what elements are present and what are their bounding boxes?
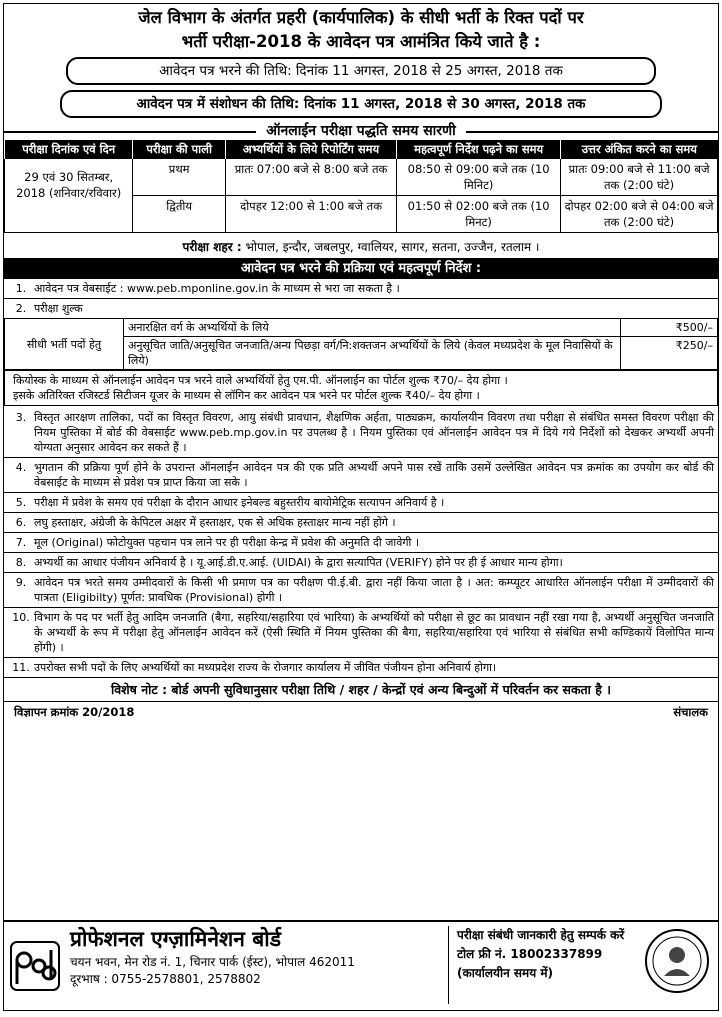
org-phone: दूरभाष : 0755-2578801, 2578802 bbox=[70, 972, 261, 986]
instructions-list bbox=[4, 279, 718, 677]
cities-label: परीक्षा शहर : bbox=[182, 240, 242, 254]
advertisement-page bbox=[3, 3, 719, 1011]
cities-list: भोपाल, इन्दौर, जबलपुर, ग्वालियर, सागर, सतना, उज्जैन, रतलाम । bbox=[245, 240, 540, 254]
col-header-reporting: अभ्यर्थियों के लिये रिपोर्टिंग समय bbox=[226, 140, 397, 159]
fee-table bbox=[4, 318, 718, 370]
instructions-cell: 08:50 से 09:00 बजे तक (10 मिनिट) bbox=[397, 159, 561, 196]
portal-fee-note: कियोस्क के माध्यम से ऑनलाईन आवेदन पत्र भरने वाले अभ्यर्थियों हेतु एम.पी. ऑनलाईन का पोर्टल शुल्क ₹70/– देय होगा । इसके अतिरिक्त रजिस्टर्ड सिटीजन यूजर के माध्यम से लॉगिन कर आवेदन पत्र भरने पर पोर्टल शुल्क ₹40/– देय होगा । bbox=[4, 370, 718, 406]
list-item: 9. आवेदन पत्र भरते समय उम्मीदवारों के किसी भी प्रमाण पत्र का परीक्षण पी.ई.बी. द्वारा नहीं किया जाता है । अत: कम्प्यूटर आधारित ऑनलाईन परीक्षा में उम्मीदवारों की पात्रता (Eligibilty) पूर्णत: प्रावधिक (Provisional) होगी । bbox=[4, 573, 718, 608]
peb-logo-icon bbox=[4, 922, 66, 1010]
page-title bbox=[4, 4, 718, 54]
reporting-cell: प्रातः 07:00 बजे से 8:00 बजे तक bbox=[226, 159, 397, 196]
contact-title: परीक्षा संबंधी जानकारी हेतु सम्पर्क करें bbox=[457, 928, 625, 942]
organization-info bbox=[66, 922, 448, 1010]
schedule-header-row bbox=[5, 140, 718, 159]
office-hours: (कार्यालयीन समय में) bbox=[457, 966, 554, 980]
list-item: 11. उपरोक्त सभी पदों के लिए अभ्यर्थियों का मध्यप्रदेश राज्य के रोजगार कार्यालय में जीवित पंजीयन होना अनिवार्य होगा। bbox=[12, 661, 497, 674]
instructions-cell: 01:50 से 02:00 बजे तक (10 मिनट) bbox=[397, 196, 561, 233]
list-item: 1. आवेदन पत्र वेबसाईट : www.peb.mponline.gov.in के माध्यम से भरा जा सकता है । bbox=[4, 279, 718, 299]
application-date-box: आवेदन पत्र भरने की तिथि: दिनांक 11 अगस्त, 2018 से 25 अगस्त, 2018 तक bbox=[66, 57, 656, 85]
shift-cell: प्रथम bbox=[133, 159, 226, 196]
schedule-heading: ऑनलाईन परीक्षा पद्धति समय सारणी bbox=[4, 122, 718, 140]
answer-cell: दोपहर 02:00 बजे से 04:00 बजे तक (2:00 घंटे) bbox=[561, 196, 718, 233]
fee-amount: ₹250/– bbox=[621, 337, 718, 370]
reporting-cell: दोपहर 12:00 से 1:00 बजे तक bbox=[226, 196, 397, 233]
schedule-table bbox=[4, 140, 718, 233]
col-header-shift: परीक्षा की पाली bbox=[133, 140, 226, 159]
table-row bbox=[5, 319, 718, 337]
website-instruction: आवेदन पत्र वेबसाईट : www.peb.mponline.gov.in के माध्यम से भरा जा सकता है । bbox=[34, 282, 400, 295]
title-line-2: भर्ती परीक्षा-2018 के आवेदन पत्र आमंत्रित किये जाते है : bbox=[181, 32, 541, 51]
col-header-answer: उत्तर अंकित करने का समय bbox=[561, 140, 718, 159]
list-item: 3. विस्तृत आरक्षण तालिका, पदों का विस्तृत विवरण, आयु संबंधी प्रावधान, शैक्षणिक अर्हता, पाठ्यक्रम, कार्यालयीन विवरण तथा परीक्षा से संबंधित समस्त विवरण परीक्षा की नियम पुस्तिका में बोर्ड की वेबसाईट www.peb.mp.gov.in पर उपलब्ध है । नियम पुस्तिका एवं ऑनलाईन आवेदन पत्र में दिये गये निर्देशों को देखकर अभ्यर्थी अपनी योग्यता अनुसार आवेदन कर सकते हैं । bbox=[4, 408, 718, 458]
footer bbox=[4, 920, 718, 1010]
contact-box bbox=[448, 926, 653, 1004]
special-note: विशेष नोट : बोर्ड अपनी सुविधानुसार परीक्षा तिथि / शहर / केन्द्रों एवं अन्य बिन्दुओं में परिवर्तन कर सकता है । bbox=[4, 677, 718, 702]
fee-label: परीक्षा शुल्क bbox=[34, 302, 83, 315]
process-heading: आवेदन पत्र भरने की प्रक्रिया एवं महत्वपूर्ण निर्देश : bbox=[4, 259, 718, 279]
exam-date-cell: 29 एवं 30 सितम्बर, 2018 (शनिवार/रविवार) bbox=[5, 159, 133, 233]
fee-category: सीधी भर्ती पदों हेतु bbox=[5, 319, 124, 370]
list-item: 8. अभ्यर्थी का आधार पंजीयन अनिवार्य है । यू.आई.डी.ए.आई. (UIDAI) के द्वारा सत्यापित (VERIFY) होने पर ही ई आधार मान्य होगा। bbox=[4, 553, 718, 573]
fee-desc: अनुसूचित जाति/अनुसूचित जनजाति/अन्य पिछड़ा वर्ग/नि:शक्तजन अभ्यर्थियों के लिये (केवल मध्यप्रदेश के मूल निवासियों के लिये) bbox=[124, 337, 621, 370]
list-item: 10. विभाग के पद पर भर्ती हेतु आदिम जनजाति (बैगा, सहरिया/सहारिया एवं भारिया) के अभ्यर्थियों को परीक्षा से छूट का प्रावधान नहीं रखा गया है, अभ्यर्थी अनुसूचित जनजाति के अभ्यर्थी के रूप में परीक्षा हेतु ऑनलाईन आवेदन करें (ऐसी स्थिति में नियम पुस्तिका की बैगा, सहरिया/सहारिया एवं भारिया से संबंधित सभी कण्डिकायें विलोपित मान्य होंगी) । bbox=[4, 608, 718, 658]
emblem-seal-icon bbox=[644, 928, 710, 994]
list-item: 2. परीक्षा शुल्क bbox=[4, 299, 718, 318]
exam-cities bbox=[4, 233, 718, 259]
list-item: 6. लघु हस्ताक्षर, अंग्रेजी के केपिटल अक्षर में हस्ताक्षर, एक से अधिक हस्ताक्षर मान्य नहीं होंगे । bbox=[4, 513, 718, 533]
shift-cell: द्वितीय bbox=[133, 196, 226, 233]
ad-number: विज्ञापन क्रमांक 20/2018 bbox=[14, 705, 135, 719]
signatory: संचालक bbox=[673, 705, 708, 719]
answer-cell: प्रातः 09:00 बजे से 11:00 बजे तक (2:00 घंटे) bbox=[561, 159, 718, 196]
fee-amount: ₹500/– bbox=[621, 319, 718, 337]
fee-desc: अनारक्षित वर्ग के अभ्यर्थियों के लिये bbox=[124, 319, 621, 337]
col-header-instructions: महत्वपूर्ण निर्देश पढ़ने का समय bbox=[397, 140, 561, 159]
ad-number-row bbox=[4, 702, 718, 723]
contact-section bbox=[448, 922, 718, 1010]
list-item: 5. परीक्षा में प्रवेश के समय एवं परीक्षा के दौरान आधार इनेबल्ड बहुस्तरीय बायोमेट्रिक सत्यापन अनिवार्य है । bbox=[4, 493, 718, 513]
title-line-1: जेल विभाग के अंतर्गत प्रहरी (कार्यपालिक) के सीधी भर्ती के रिक्त पदों पर bbox=[138, 8, 584, 27]
list-item: 7. मूल (Original) फोटोयुक्त पहचान पत्र लाने पर ही परीक्षा केन्द्र में प्रवेश की अनुमति दी जावेगी । bbox=[4, 533, 718, 553]
org-address: चयन भवन, मेन रोड नं. 1, चिनार पार्क (ईस्ट), भोपाल 462011 bbox=[70, 955, 355, 969]
org-name: प्रोफेशनल एग्ज़ामिनेशन बोर्ड bbox=[70, 927, 281, 951]
amendment-date-box: आवेदन पत्र में संशोधन की तिथि: दिनांक 11 अगस्त, 2018 से 30 अगस्त, 2018 तक bbox=[60, 90, 662, 118]
list-item: 4. भुगतान की प्रक्रिया पूर्ण होने के उपरान्त ऑनलाईन आवेदन पत्र की एक प्रति अभ्यर्थी अपने पास रखें ताकि उसमें उल्लेखित आवेदन पत्र क्रमांक का उपयोग कर बोर्ड की वेबसाईट के माध्यम से प्रवेश पत्र प्राप्त किया जा सके । bbox=[4, 458, 718, 493]
toll-free-number: टोल फ्री नं. 18002337899 bbox=[457, 947, 603, 961]
table-row bbox=[5, 159, 718, 196]
col-header-date: परीक्षा दिनांक एवं दिन bbox=[5, 140, 133, 159]
